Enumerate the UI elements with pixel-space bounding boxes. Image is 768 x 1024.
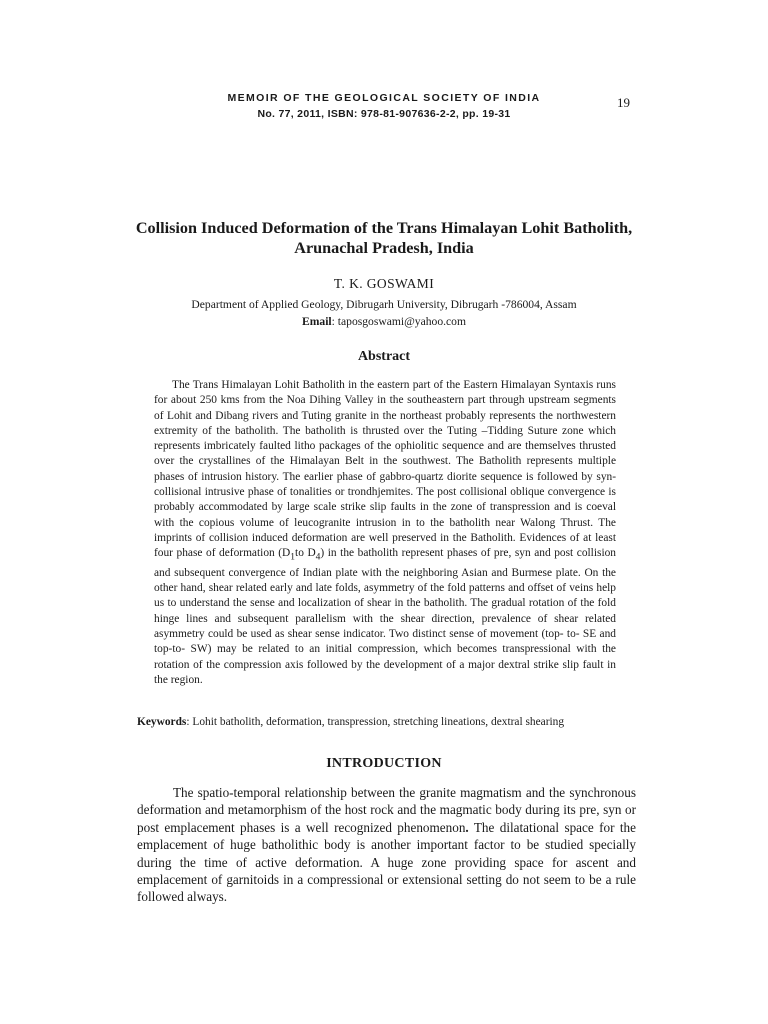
author-affiliation: Department of Applied Geology, Dibrugarh University, Dibrugarh -786004, Assam (191, 298, 577, 311)
page-number: 19 (617, 95, 630, 110)
abstract-text (154, 378, 616, 688)
keywords-line (137, 715, 637, 730)
author-name: T. K. GOSWAMI (333, 276, 435, 291)
author-affiliation-block (0, 296, 768, 330)
journal-issue-info: No. 77, 2011, ISBN: 978-81-907636-2-2, pp. 19-31 (257, 108, 511, 120)
author-email-line (0, 313, 768, 330)
introduction-heading: INTRODUCTION (326, 756, 442, 771)
introduction-bold-period: . (465, 819, 469, 835)
abstract-text-part-3: ) in the batholith represent phases of pre, syn and post collision and subsequent convergence of Indian plate with the neighboring Asian and Burmese plate. On the other hand, shear related early and late folds, asymmetry of the fold patterns and offset of veins help us to understand the sense and localization of shear in the batholith. The gradual rotation of the fold hinge lines and subsequent parallelism with the shear direction, prevalence of shear related asymmetry could be used as shear sense indicator. Two distinct sense of movement (top- to- SE and top-to- SW) may be related to an initial compression, which becomes transpressional with the rotation of the compression axis followed by the development of a major dextral strike slip fault in the region. (154, 547, 616, 686)
email-address: : taposgoswami@yahoo.com (331, 315, 466, 328)
paper-title (120, 218, 648, 258)
abstract-text-part-1: The Trans Himalayan Lohit Batholith in the eastern part of the Eastern Himalayan Syntaxis runs for about 250 kms from the Noa Dihing Valley in the southeastern part through upstream segments of Lohit and Dibang rivers and Tuting granite in the northeast probably represents the northwestern extremity of the batholith. The batholith is thrusted over the Tuting –Tidding Suture zone which represents imbricately faulted litho packages of the ophiolitic sequence and are themselves thrusted over the crystallines of the Himalayan Belt in the southwest. The Batholith represents multiple phases of intrusion history. The earlier phase of gabbro-quartz diorite sequence is followed by syn- collisional intrusive phase of tonalities or trondhjemites. The post collisional oblique convergence is probably accommodated by large scale strike slip faults in the zone of transpression and is coeval with the copious volume of leucogranite intrusion in to the batholith near Walong Thrust. The imprints of collision induced deformation are well preserved in the Batholith. Evidences of at least four phase of deformation (D (154, 379, 616, 560)
paper-title-line-2: Arunachal Pradesh, India (294, 239, 474, 257)
keywords-label: Keywords (137, 716, 187, 728)
abstract-text-part-2: to D (295, 547, 316, 560)
abstract-heading: Abstract (357, 349, 411, 364)
email-label: Email (302, 315, 332, 328)
introduction-text (137, 784, 636, 906)
journal-header (0, 90, 768, 122)
introduction-text-part-1: The spatio-temporal relationship between the granite magmatism and the synchronous deformation and metamorphism of the host rock and the magmatic body during its pre, syn or post emplacement phases is a well recognized phenomenon (137, 785, 636, 835)
subscript-d4: 4 (315, 552, 321, 563)
paper-title-line-1: Collision Induced Deformation of the Trans Himalayan Lohit Batholith, (135, 219, 633, 237)
introduction-text-part-2: The dilatational space for the emplacement of huge batholithic body is another important factor to be studied specially during the time of active deformation. A huge zone providing space for ascent and emplacement of garnitoids in a compressional or extensional setting do not seem to be a rule followed always. (137, 819, 636, 905)
subscript-d1: 1 (290, 552, 296, 563)
keywords-text: : Lohit batholith, deformation, transpression, stretching lineations, dextral shearing (186, 716, 565, 728)
journal-series-title: MEMOIR OF THE GEOLOGICAL SOCIETY OF INDIA (227, 92, 541, 104)
